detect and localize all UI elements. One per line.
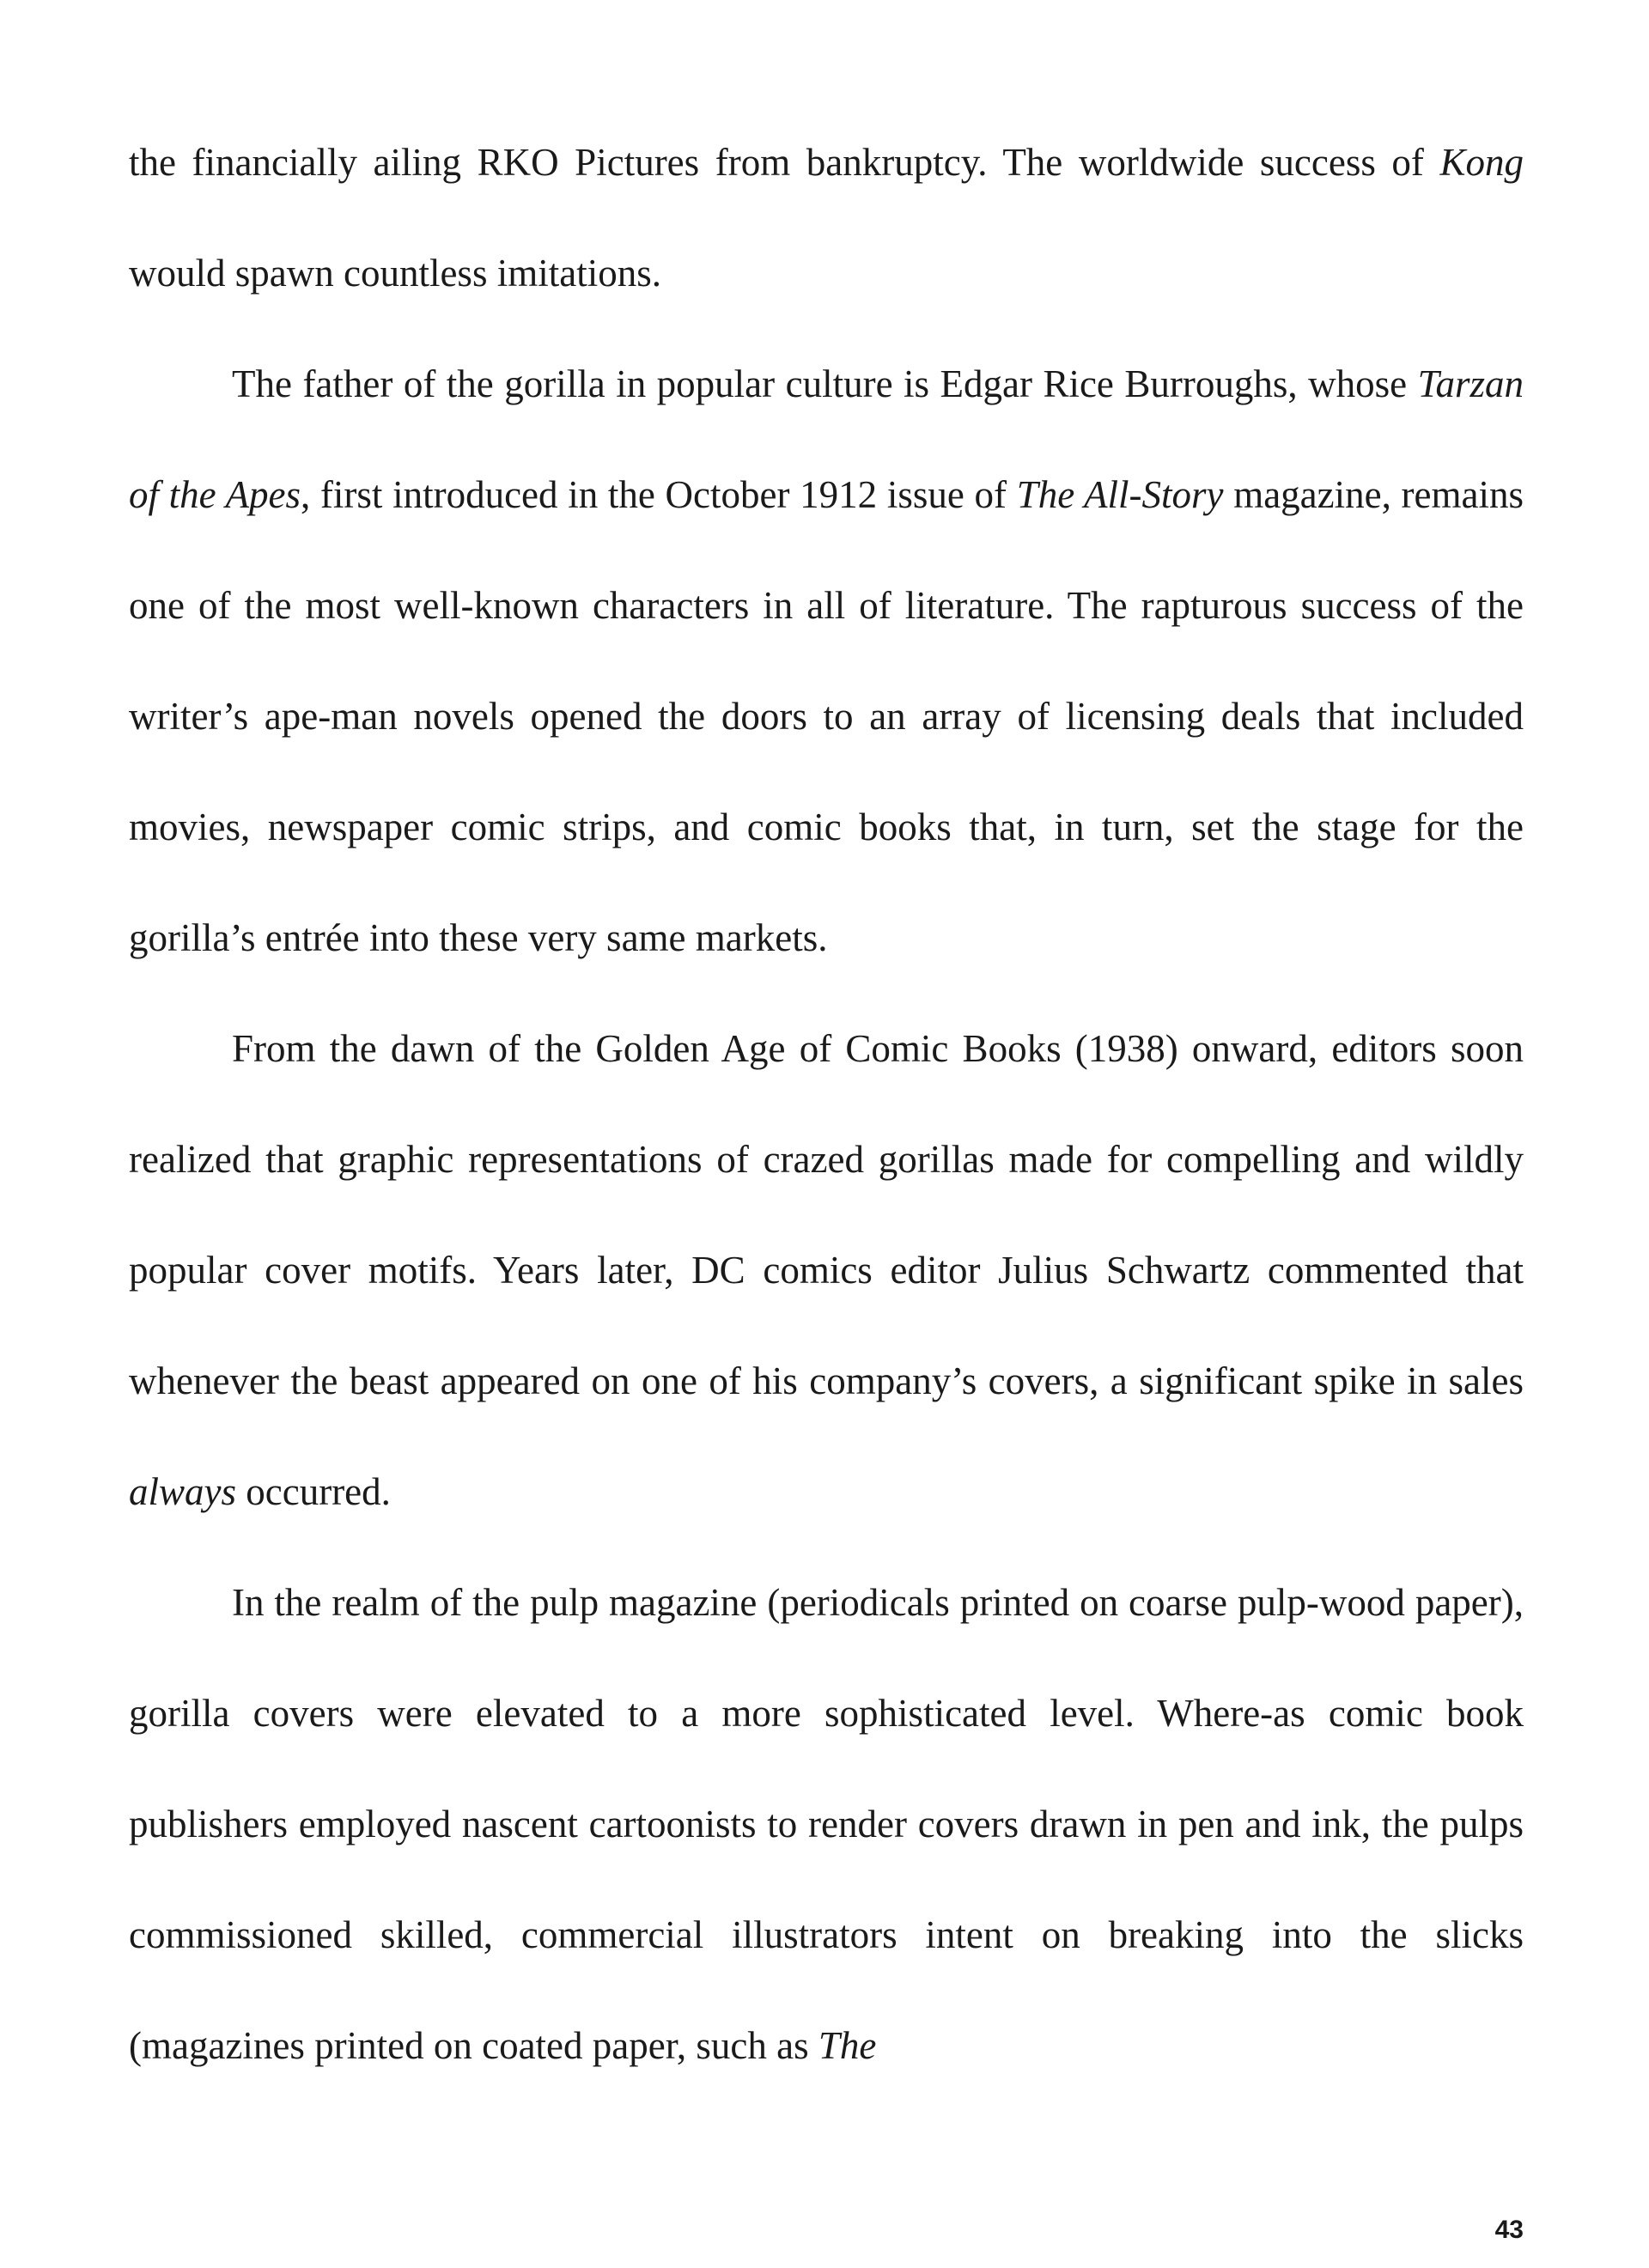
paragraph-3 [129,994,1524,1547]
text-run: The father of the gorilla in popular culture is Edgar Rice Burroughs, whose [232,362,1418,405]
text-run: would spawn countless imitations. [129,252,661,295]
text-run: In the realm of the pulp magazine (periodicals printed on coarse pulp-wood paper), gorilla covers were elevated to a more sophisticated level. Where-as comic book publishers employed nascent cartoonists to render covers drawn in pen and ink, the pulps commissioned skilled, commercial illustrators intent on breaking into the slicks (magazines printed on coated paper, such as [129,1581,1524,2067]
text-run: , first introduced in the October 1912 issue of [301,473,1017,516]
text-run: From the dawn of the Golden Age of Comic Books (1938) onward, editors soon realized that graphic representations of crazed gorillas made for compelling and wildly popular cover motifs. Years later, DC comics editor Julius Schwartz commented that whenever the beast appeared on one of his company’s covers, a significant spike in sales [129,1027,1524,1402]
text-run: magazine, remains one of the most well-known characters in all of literature. The rapturous success of the writer’s ape-man novels opened the doors to an array of licensing deals that included movies, newspaper comic strips, and comic books that, in turn, set the stage for the gorilla’s entrée into these very same markets. [129,473,1524,959]
italic-run: always [129,1470,237,1513]
italic-run: The [818,2024,877,2067]
text-run: occurred. [236,1470,391,1513]
paragraph-1 [129,107,1524,329]
italic-run: Kong [1439,141,1524,184]
text-run: the financially ailing RKO Pictures from bankruptcy. The worldwide success of [129,141,1440,184]
page-number: 43 [1494,2216,1524,2244]
paragraph-2 [129,329,1524,994]
paragraph-4 [129,1547,1524,2101]
italic-run: Tarzan of the Apes [129,362,1524,516]
italic-run: The All-Story [1016,473,1224,516]
body-text [129,107,1524,2101]
